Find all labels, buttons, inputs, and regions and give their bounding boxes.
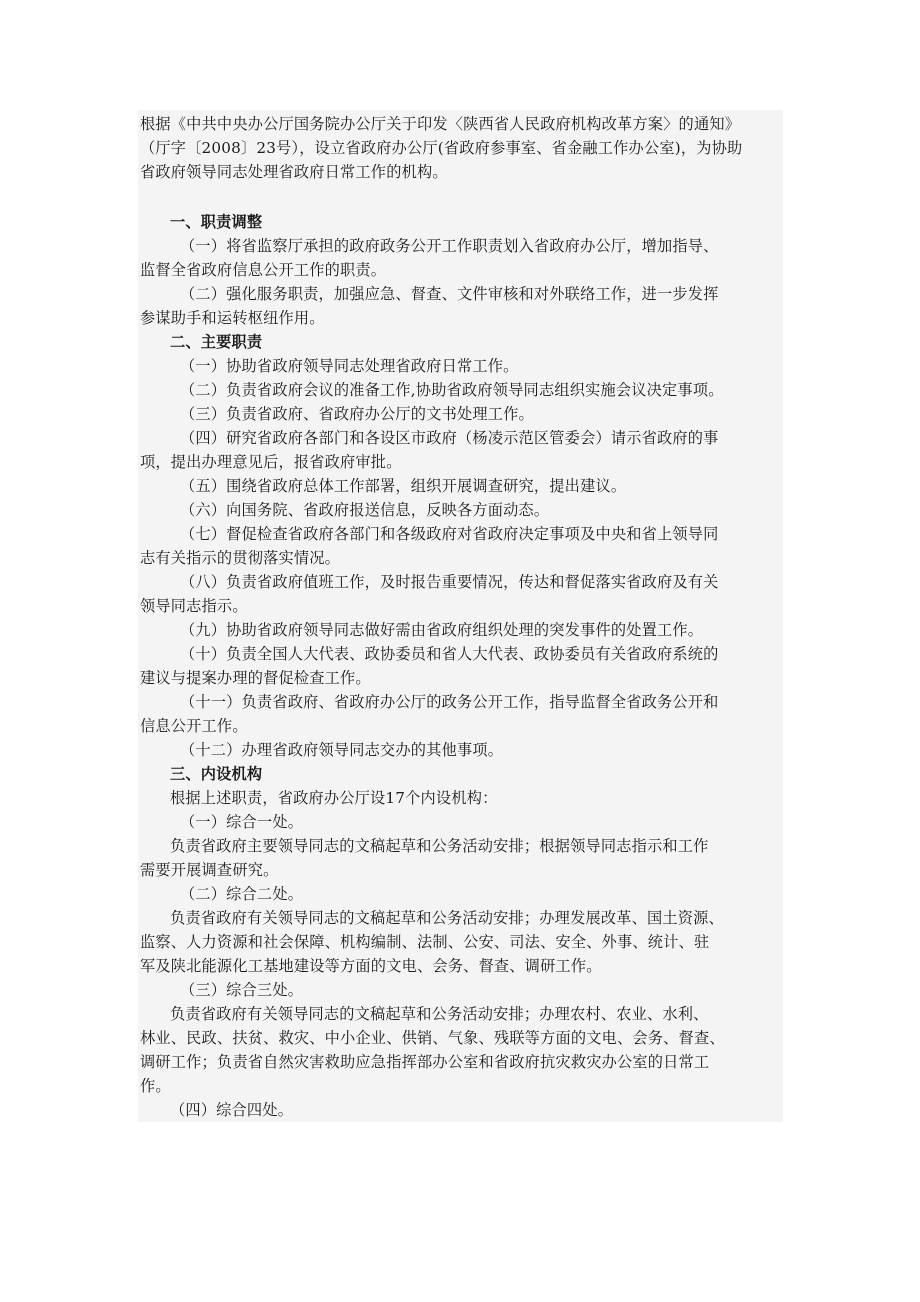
unit-desc-cont: 林业、民政、扶贫、救灾、中小企业、供销、气象、残联等方面的文电、会务、督查、	[140, 1029, 725, 1047]
duty-item: （十）负责全国人大代表、政协委员和省人大代表、政协委员有关省政府系统的	[180, 645, 719, 663]
duty-item-cont: 领导同志指示。	[140, 597, 248, 615]
section-heading: 一、职责调整	[170, 213, 263, 231]
duty-item: （一）协助省政府领导同志处理省政府日常工作。	[180, 357, 519, 375]
intro-line: 根据《中共中央办公厅国务院办公厅关于印发〈陕西省人民政府机构改革方案〉的通知》	[140, 115, 741, 133]
unit-desc-cont: 军及陕北能源化工基地建设等方面的文电、会务、督查、调研工作。	[140, 957, 602, 975]
duty-item: （四）研究省政府各部门和各设区市政府（杨凌示范区管委会）请示省政府的事	[180, 429, 719, 447]
unit-desc-cont: 需要开展调查研究。	[140, 861, 279, 879]
duty-item-cont: 信息公开工作。	[140, 717, 248, 735]
duty-item: （二）负责省政府会议的准备工作,协助省政府领导同志组织实施会议决定事项。	[180, 381, 724, 399]
duty-item-cont: 监督全省政府信息公开工作的职责。	[140, 261, 387, 279]
duty-item: （九）协助省政府领导同志做好需由省政府组织处理的突发事件的处置工作。	[180, 621, 704, 639]
duty-item-cont: 建议与提案办理的督促检查工作。	[140, 669, 371, 687]
duty-item-cont: 参谋助手和运转枢纽作用。	[140, 309, 325, 327]
section-heading: 二、主要职责	[170, 333, 263, 351]
document-body	[140, 112, 780, 1122]
unit-desc-cont: 调研工作；负责省自然灾害救助应急指挥部办公室和省政府抗灾救灾办公室的日常工	[140, 1053, 710, 1071]
unit-name: （二）综合二处。	[180, 885, 304, 903]
unit-desc: 负责省政府有关领导同志的文稿起草和公务活动安排；办理发展改革、国土资源、	[170, 909, 724, 927]
unit-desc: 负责省政府主要领导同志的文稿起草和公务活动安排；根据领导同志指示和工作	[170, 837, 709, 855]
duty-item: （六）向国务院、省政府报送信息，反映各方面动态。	[180, 501, 550, 519]
duty-item: （十二）办理省政府领导同志交办的其他事项。	[180, 741, 504, 759]
duty-item: （五）围绕省政府总体工作部署，组织开展调查研究，提出建议。	[180, 477, 627, 495]
intro-line: （厅字〔2008〕23号），设立省政府办公厅(省政府参事室、省金融工作办公室)，为协助	[140, 139, 743, 157]
duty-item: （八）负责省政府值班工作，及时报告重要情况，传达和督促落实省政府及有关	[180, 573, 719, 591]
duty-item: （三）负责省政府、省政府办公厅的文书处理工作。	[180, 405, 534, 423]
unit-name: （一）综合一处。	[180, 813, 304, 831]
duty-item: （二）强化服务职责，加强应急、督查、文件审核和对外联络工作，进一步发挥	[180, 285, 719, 303]
unit-desc: 负责省政府有关领导同志的文稿起草和公务活动安排；办理农村、农业、水利、	[170, 1005, 709, 1023]
unit-name: （四）综合四处。	[170, 1101, 294, 1119]
duty-item: （一）将省监察厅承担的政府政务公开工作职责划入省政府办公厅，增加指导、	[180, 237, 719, 255]
section-heading: 三、内设机构	[170, 765, 263, 783]
duty-item-cont: 项，提出办理意见后，报省政府审批。	[140, 453, 402, 471]
unit-desc-cont: 作。	[140, 1077, 171, 1095]
intro-paragraph	[140, 112, 780, 184]
intro-line: 省政府领导同志处理省政府日常工作的机构。	[140, 163, 448, 181]
unit-name: （三）综合三处。	[180, 981, 304, 999]
duty-item: （十一）负责省政府、省政府办公厅的政务公开工作，指导监督全省政务公开和	[180, 693, 719, 711]
duty-item-cont: 志有关指示的贯彻落实情况。	[140, 549, 341, 567]
unit-desc-cont: 监察、人力资源和社会保障、机构编制、法制、公安、司法、安全、外事、统计、驻	[140, 933, 710, 951]
section-lead: 根据上述职责，省政府办公厅设17个内设机构：	[170, 789, 498, 807]
duty-item: （七）督促检查省政府各部门和各级政府对省政府决定事项及中央和省上领导同	[180, 525, 719, 543]
